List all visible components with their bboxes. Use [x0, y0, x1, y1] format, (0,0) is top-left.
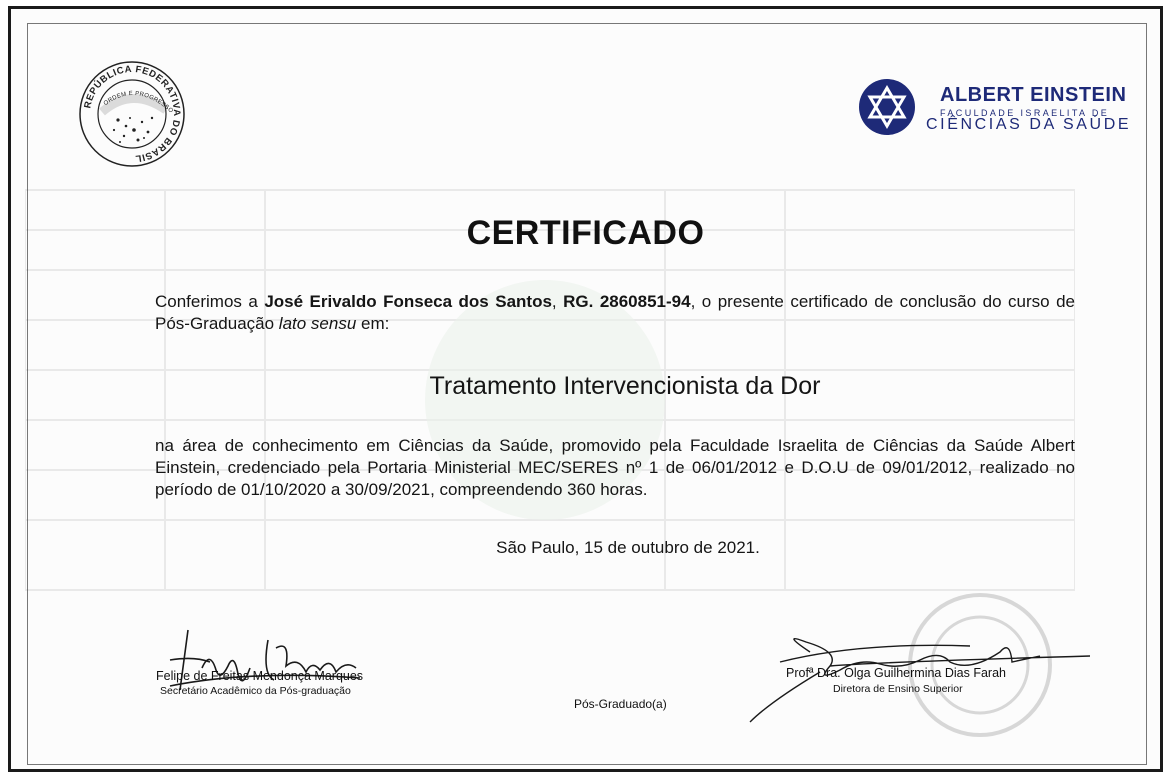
logo-subtitle-line2: CIÊNCIAS DA SAÚDE: [926, 116, 1132, 133]
body-paragraph: na área de conhecimento em Ciências da Saúde, promovido pela Faculdade Israelita de Ciências da Saúde Albert Einstein, credenciado pela Portaria Ministerial MEC/SERES nº 1 de 06/01/2012 e D.O.U de 09/01/2012, realizado no período de 01/10/2020 a 30/09/2021, compreendendo 360 horas.: [155, 436, 1075, 499]
logo-subtitle-line1: FACULDADE ISRAELITA DE: [940, 108, 1110, 118]
seal-outer-text: REPÚBLICA FEDERATIVA DO BRASIL: [82, 63, 183, 164]
intro-separator: ,: [551, 292, 564, 311]
left-signatory-name: Felipe de Freitas Mendonça Marques: [156, 669, 364, 683]
seal-band-text: ORDEM E PROGRESSO: [102, 90, 175, 115]
svg-text:REPÚBLICA FEDERATIVA DO BRASIL: [82, 64, 182, 164]
intro-end: em:: [356, 314, 390, 333]
left-signatory-role: Secretário Acadêmico da Pós-graduação: [160, 685, 351, 697]
recipient-name: José Erivaldo Fonseca dos Santos: [264, 292, 552, 311]
intro-paragraph: [155, 291, 1075, 335]
institution-stamp: [905, 590, 1055, 740]
star-of-david-icon: [858, 78, 916, 136]
institution-logo: [858, 78, 1148, 138]
place-and-date: São Paulo, 15 de outubro de 2021.: [496, 538, 760, 557]
intro-suffix: , o presente certificado de conclusão do curso de Pós-Graduação: [155, 292, 1076, 333]
recipient-rg: RG. 2860851-94: [563, 292, 691, 311]
right-signatory-role: Diretora de Ensino Superior: [833, 683, 963, 695]
intro-prefix: Conferimos a: [155, 292, 265, 311]
right-signatory-name: Profª Dra. Olga Guilhermina Dias Farah: [786, 666, 1006, 680]
certificate-title: CERTIFICADO: [466, 214, 705, 252]
graduate-signature-label: Pós-Graduado(a): [574, 697, 667, 711]
course-modality: lato sensu: [278, 314, 357, 333]
course-name: Tratamento Intervencionista da Dor: [429, 372, 821, 400]
logo-name: ALBERT EINSTEIN: [940, 84, 1127, 106]
brazil-seal: [78, 60, 186, 168]
